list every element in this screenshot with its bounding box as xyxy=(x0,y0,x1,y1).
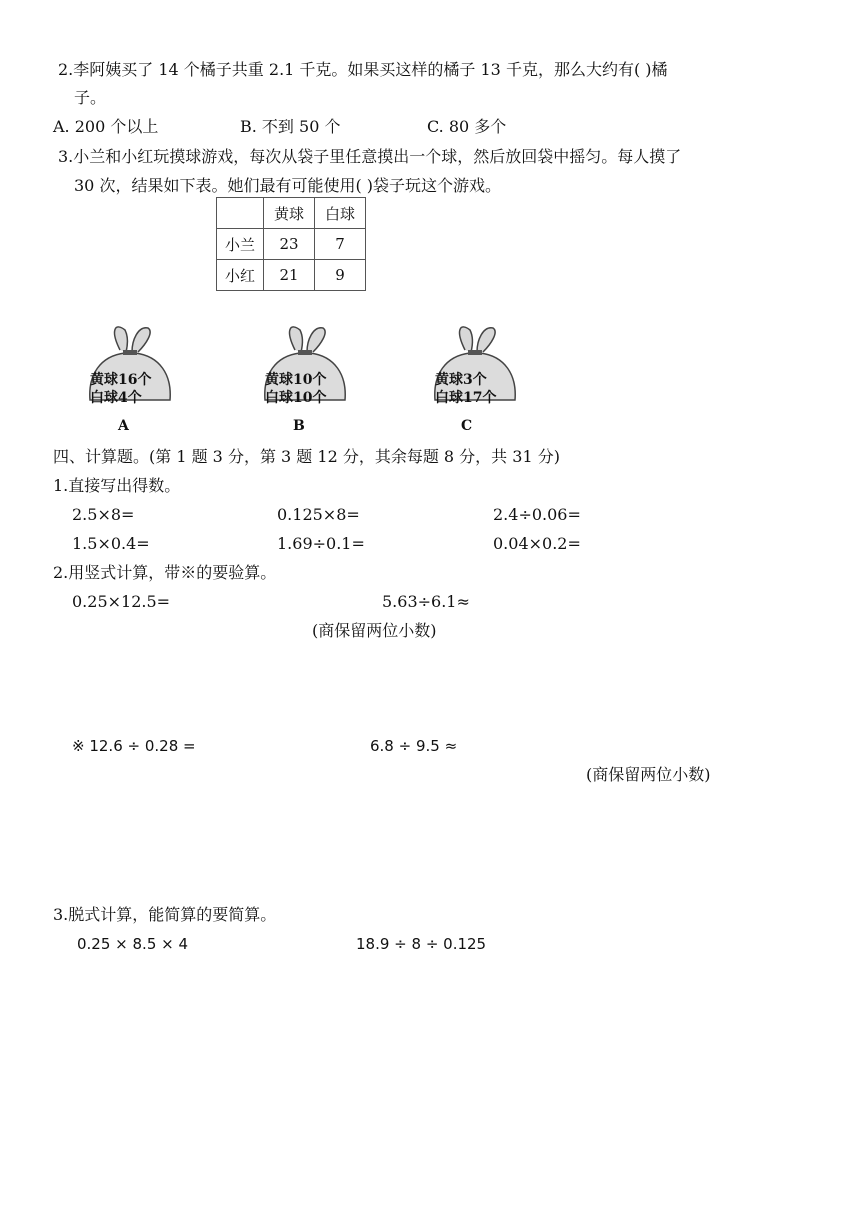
table-header-cell xyxy=(217,198,264,229)
section4-title: 四、计算题。(第 1 题 3 分，第 3 题 12 分，其余每题 8 分，共 31 分) xyxy=(53,447,560,466)
q3-result-table xyxy=(216,197,366,291)
p1-item-2: 0.125×8= xyxy=(277,505,360,524)
bag-a-white: 白球4个 xyxy=(90,390,142,406)
table-cell: 21 xyxy=(264,260,315,291)
q2-option-a: A. 200 个以上 xyxy=(53,117,159,136)
table-header-cell: 白球 xyxy=(315,198,366,229)
bag-a-yellow: 黄球16个 xyxy=(90,372,152,388)
p1-item-3: 2.4÷0.06= xyxy=(493,505,581,524)
p1-item-4: 1.5×0.4= xyxy=(72,534,150,553)
table-row xyxy=(217,260,366,291)
table-cell: 7 xyxy=(315,229,366,260)
table-row xyxy=(217,229,366,260)
q3-line2: 30 次，结果如下表。她们最有可能使用( )袋子玩这个游戏。 xyxy=(74,176,502,195)
bag-b-label: B xyxy=(293,418,305,434)
q2-option-c: C. 80 多个 xyxy=(427,117,507,136)
table-cell: 小红 xyxy=(217,260,264,291)
p2-item-1: 0.25×12.5= xyxy=(72,592,171,611)
p2-item-3: ※ 12.6 ÷ 0.28 = xyxy=(72,737,196,755)
q2-line2: 子。 xyxy=(74,88,107,107)
bag-c-white: 白球17个 xyxy=(435,390,497,406)
p1-item-1: 2.5×8= xyxy=(72,505,135,524)
table-cell: 23 xyxy=(264,229,315,260)
part1-title: 1.直接写出得数。 xyxy=(53,476,181,495)
bag-c-yellow: 黄球3个 xyxy=(435,372,487,388)
bag-c-label: C xyxy=(461,418,473,434)
part2-title: 2.用竖式计算，带※的要验算。 xyxy=(53,563,277,582)
table-cell: 9 xyxy=(315,260,366,291)
q3-line1: 3.小兰和小红玩摸球游戏，每次从袋子里任意摸出一个球，然后放回袋中摇匀。每人摸了 xyxy=(58,147,682,166)
p2-note-1: (商保留两位小数) xyxy=(312,621,437,640)
table-row xyxy=(217,198,366,229)
p2-item-4: 6.8 ÷ 9.5 ≈ xyxy=(370,737,458,755)
p2-note-2: (商保留两位小数) xyxy=(586,765,711,784)
p3-item-2: 18.9 ÷ 8 ÷ 0.125 xyxy=(356,935,487,953)
bag-a-label: A xyxy=(118,418,129,434)
bag-b-yellow: 黄球10个 xyxy=(265,372,327,388)
q2-option-b: B. 不到 50 个 xyxy=(240,117,341,136)
p1-item-6: 0.04×0.2= xyxy=(493,534,581,553)
q2-line1: 2.李阿姨买了 14 个橘子共重 2.1 千克。如果买这样的橘子 13 千克，那么大约有( )橘 xyxy=(58,60,668,79)
table-cell: 小兰 xyxy=(217,229,264,260)
p2-item-2: 5.63÷6.1≈ xyxy=(382,592,470,611)
p3-item-1: 0.25 × 8.5 × 4 xyxy=(77,935,189,953)
p1-item-5: 1.69÷0.1= xyxy=(277,534,365,553)
table-header-cell: 黄球 xyxy=(264,198,315,229)
part3-title: 3.脱式计算，能简算的要简算。 xyxy=(53,905,277,924)
bag-b-white: 白球10个 xyxy=(265,390,327,406)
